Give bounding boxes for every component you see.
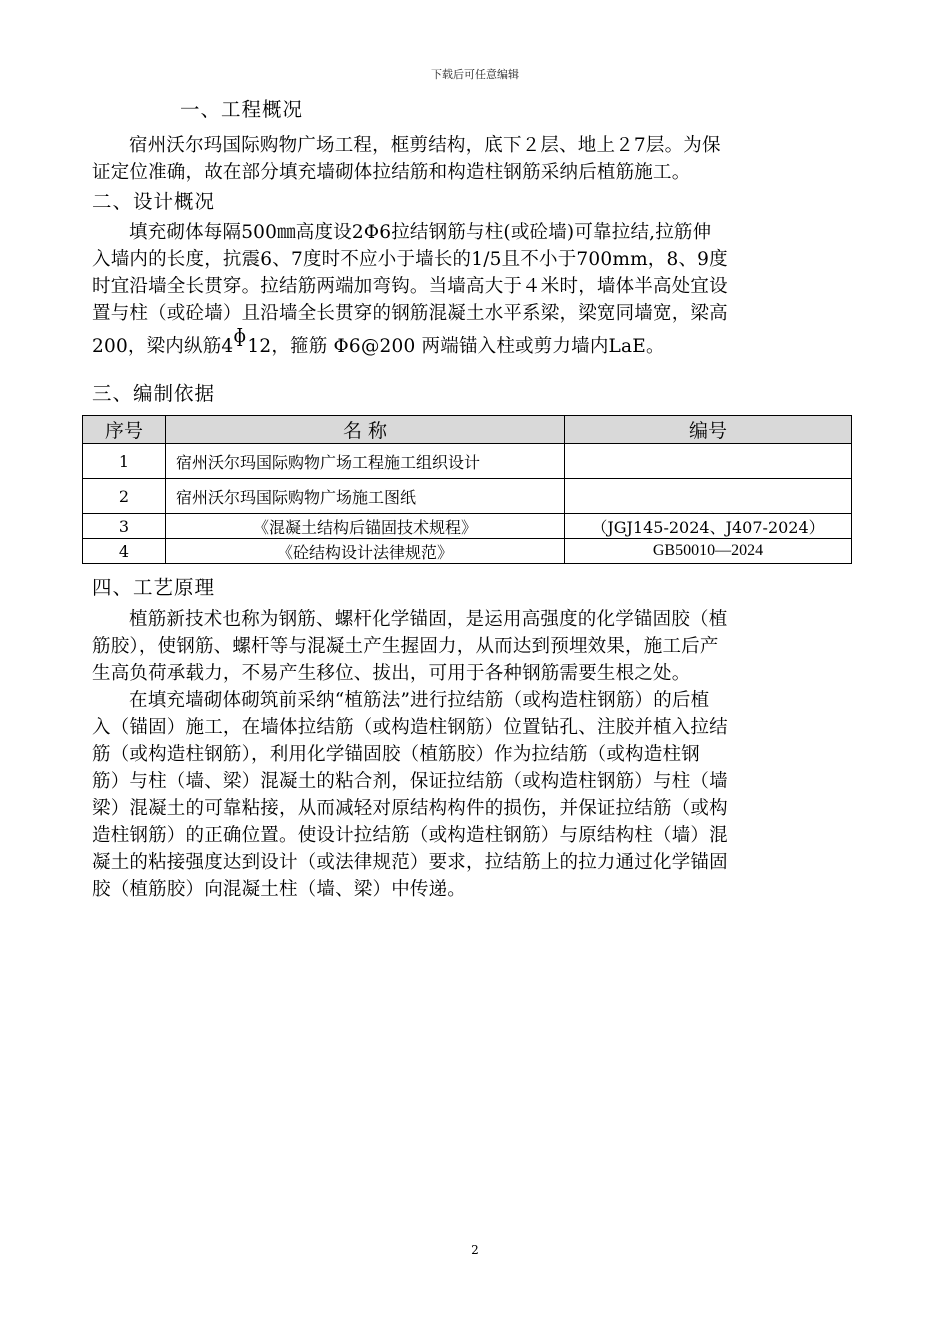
rebar-diameter-symbol: ɸ xyxy=(233,326,247,347)
table-header-row xyxy=(83,416,852,444)
cell-name: 宿州沃尔玛国际购物广场工程施工组织设计 xyxy=(166,444,565,479)
text-line: 凝土的粘接强度达到设计（或法律规范）要求，拉结筋上的拉力通过化学锚固 xyxy=(92,852,728,873)
text-line xyxy=(92,326,858,360)
section-2-paragraph xyxy=(92,219,858,360)
cell-name: 《混凝土结构后锚固技术规程》 xyxy=(166,514,565,539)
text-line: 造柱钢筋）的正确位置。使设计拉结筋（或构造柱钢筋）与原结构柱（墙）混 xyxy=(92,825,728,846)
text-line: 筋）与柱（墙、梁）混凝土的粘合剂，保证拉结筋（或构造柱钢筋）与柱（墙 xyxy=(92,771,728,792)
text-fragment: 200，梁内纵筋4 xyxy=(92,336,234,357)
col-header-name: 名 称 xyxy=(166,416,565,444)
text-line: 在填充墙砌体砌筑前采纳“植筋法”进行拉结筋（或构造柱钢筋）的后植 xyxy=(129,690,710,711)
text-line: 时宜沿墙全长贯穿。拉结筋两端加弯钩。当墙高大于４米时，墙体半高处宜设 xyxy=(92,276,728,297)
section-1-title: 一、工程概况 xyxy=(180,98,304,121)
cell-code: （JGJ145-2024、J407-2024） xyxy=(565,514,852,539)
text-line: 证定位准确，故在部分填充墙砌体拉结筋和构造柱钢筋采纳后植筋施工。 xyxy=(92,162,691,183)
table-row xyxy=(83,444,852,479)
page-number: 2 xyxy=(471,1243,479,1257)
text-line: 生高负荷承载力，不易产生移位、拔出，可用于各种钢筋需要生根之处。 xyxy=(92,663,691,684)
table-row xyxy=(83,479,852,514)
text-line: 入（锚固）施工，在墙体拉结筋（或构造柱钢筋）位置钻孔、注胶并植入拉结 xyxy=(92,717,728,738)
cell-no: 4 xyxy=(83,539,166,564)
cell-code xyxy=(565,444,852,479)
section-3-title: 三、编制依据 xyxy=(92,382,216,405)
cell-no: 3 xyxy=(83,514,166,539)
section-4-paragraph-2 xyxy=(92,687,858,903)
col-header-no: 序号 xyxy=(83,416,166,444)
text-line: 填充砌体每隔500㎜高度设2Φ6拉结钢筋与柱(或砼墙)可靠拉结,拉筋伸 xyxy=(129,222,712,243)
section-4-paragraph-1 xyxy=(92,606,858,687)
text-fragment: 12，箍筋 Φ6@200 两端锚入柱或剪力墙内LaE。 xyxy=(247,336,665,357)
section-2-title: 二、设计概况 xyxy=(92,190,216,213)
table-row xyxy=(83,539,852,564)
cell-no: 2 xyxy=(83,479,166,514)
text-line: 入墙内的长度，抗震6、7度时不应小于墙长的1/5且不小于700mm，8、9度 xyxy=(92,249,728,270)
text-line: 植筋新技术也称为钢筋、螺杆化学锚固，是运用高强度的化学锚固胶（植 xyxy=(129,609,728,630)
col-header-code: 编号 xyxy=(565,416,852,444)
text-line: 筋胶），使钢筋、螺杆等与混凝土产生握固力，从而达到预埋效果，施工后产 xyxy=(92,636,719,657)
text-line: 置与柱（或砼墙）且沿墙全长贯穿的钢筋混凝土水平系梁，梁宽同墙宽，梁高 xyxy=(92,303,728,324)
text-line: 胶（植筋胶）向混凝土柱（墙、梁）中传递。 xyxy=(92,879,467,900)
section-1-paragraph xyxy=(92,132,858,186)
cell-code: GB50010—2024 xyxy=(565,539,852,564)
cell-no: 1 xyxy=(83,444,166,479)
text-line: 筋（或构造柱钢筋），利用化学锚固胶（植筋胶）作为拉结筋（或构造柱钢 xyxy=(92,744,700,765)
cell-code xyxy=(565,479,852,514)
table-row xyxy=(83,514,852,539)
reference-table xyxy=(82,415,852,564)
cell-name: 宿州沃尔玛国际购物广场施工图纸 xyxy=(166,479,565,514)
page-header-note: 下载后可任意编辑 xyxy=(431,68,519,81)
cell-name: 《砼结构设计法律规范》 xyxy=(166,539,565,564)
text-line: 梁）混凝土的可靠粘接，从而减轻对原结构构件的损伤，并保证拉结筋（或构 xyxy=(92,798,728,819)
text-line: 宿州沃尔玛国际购物广场工程，框剪结构，底下２层、地上２7层。为保 xyxy=(129,135,721,156)
section-4-title: 四、工艺原理 xyxy=(92,576,216,599)
